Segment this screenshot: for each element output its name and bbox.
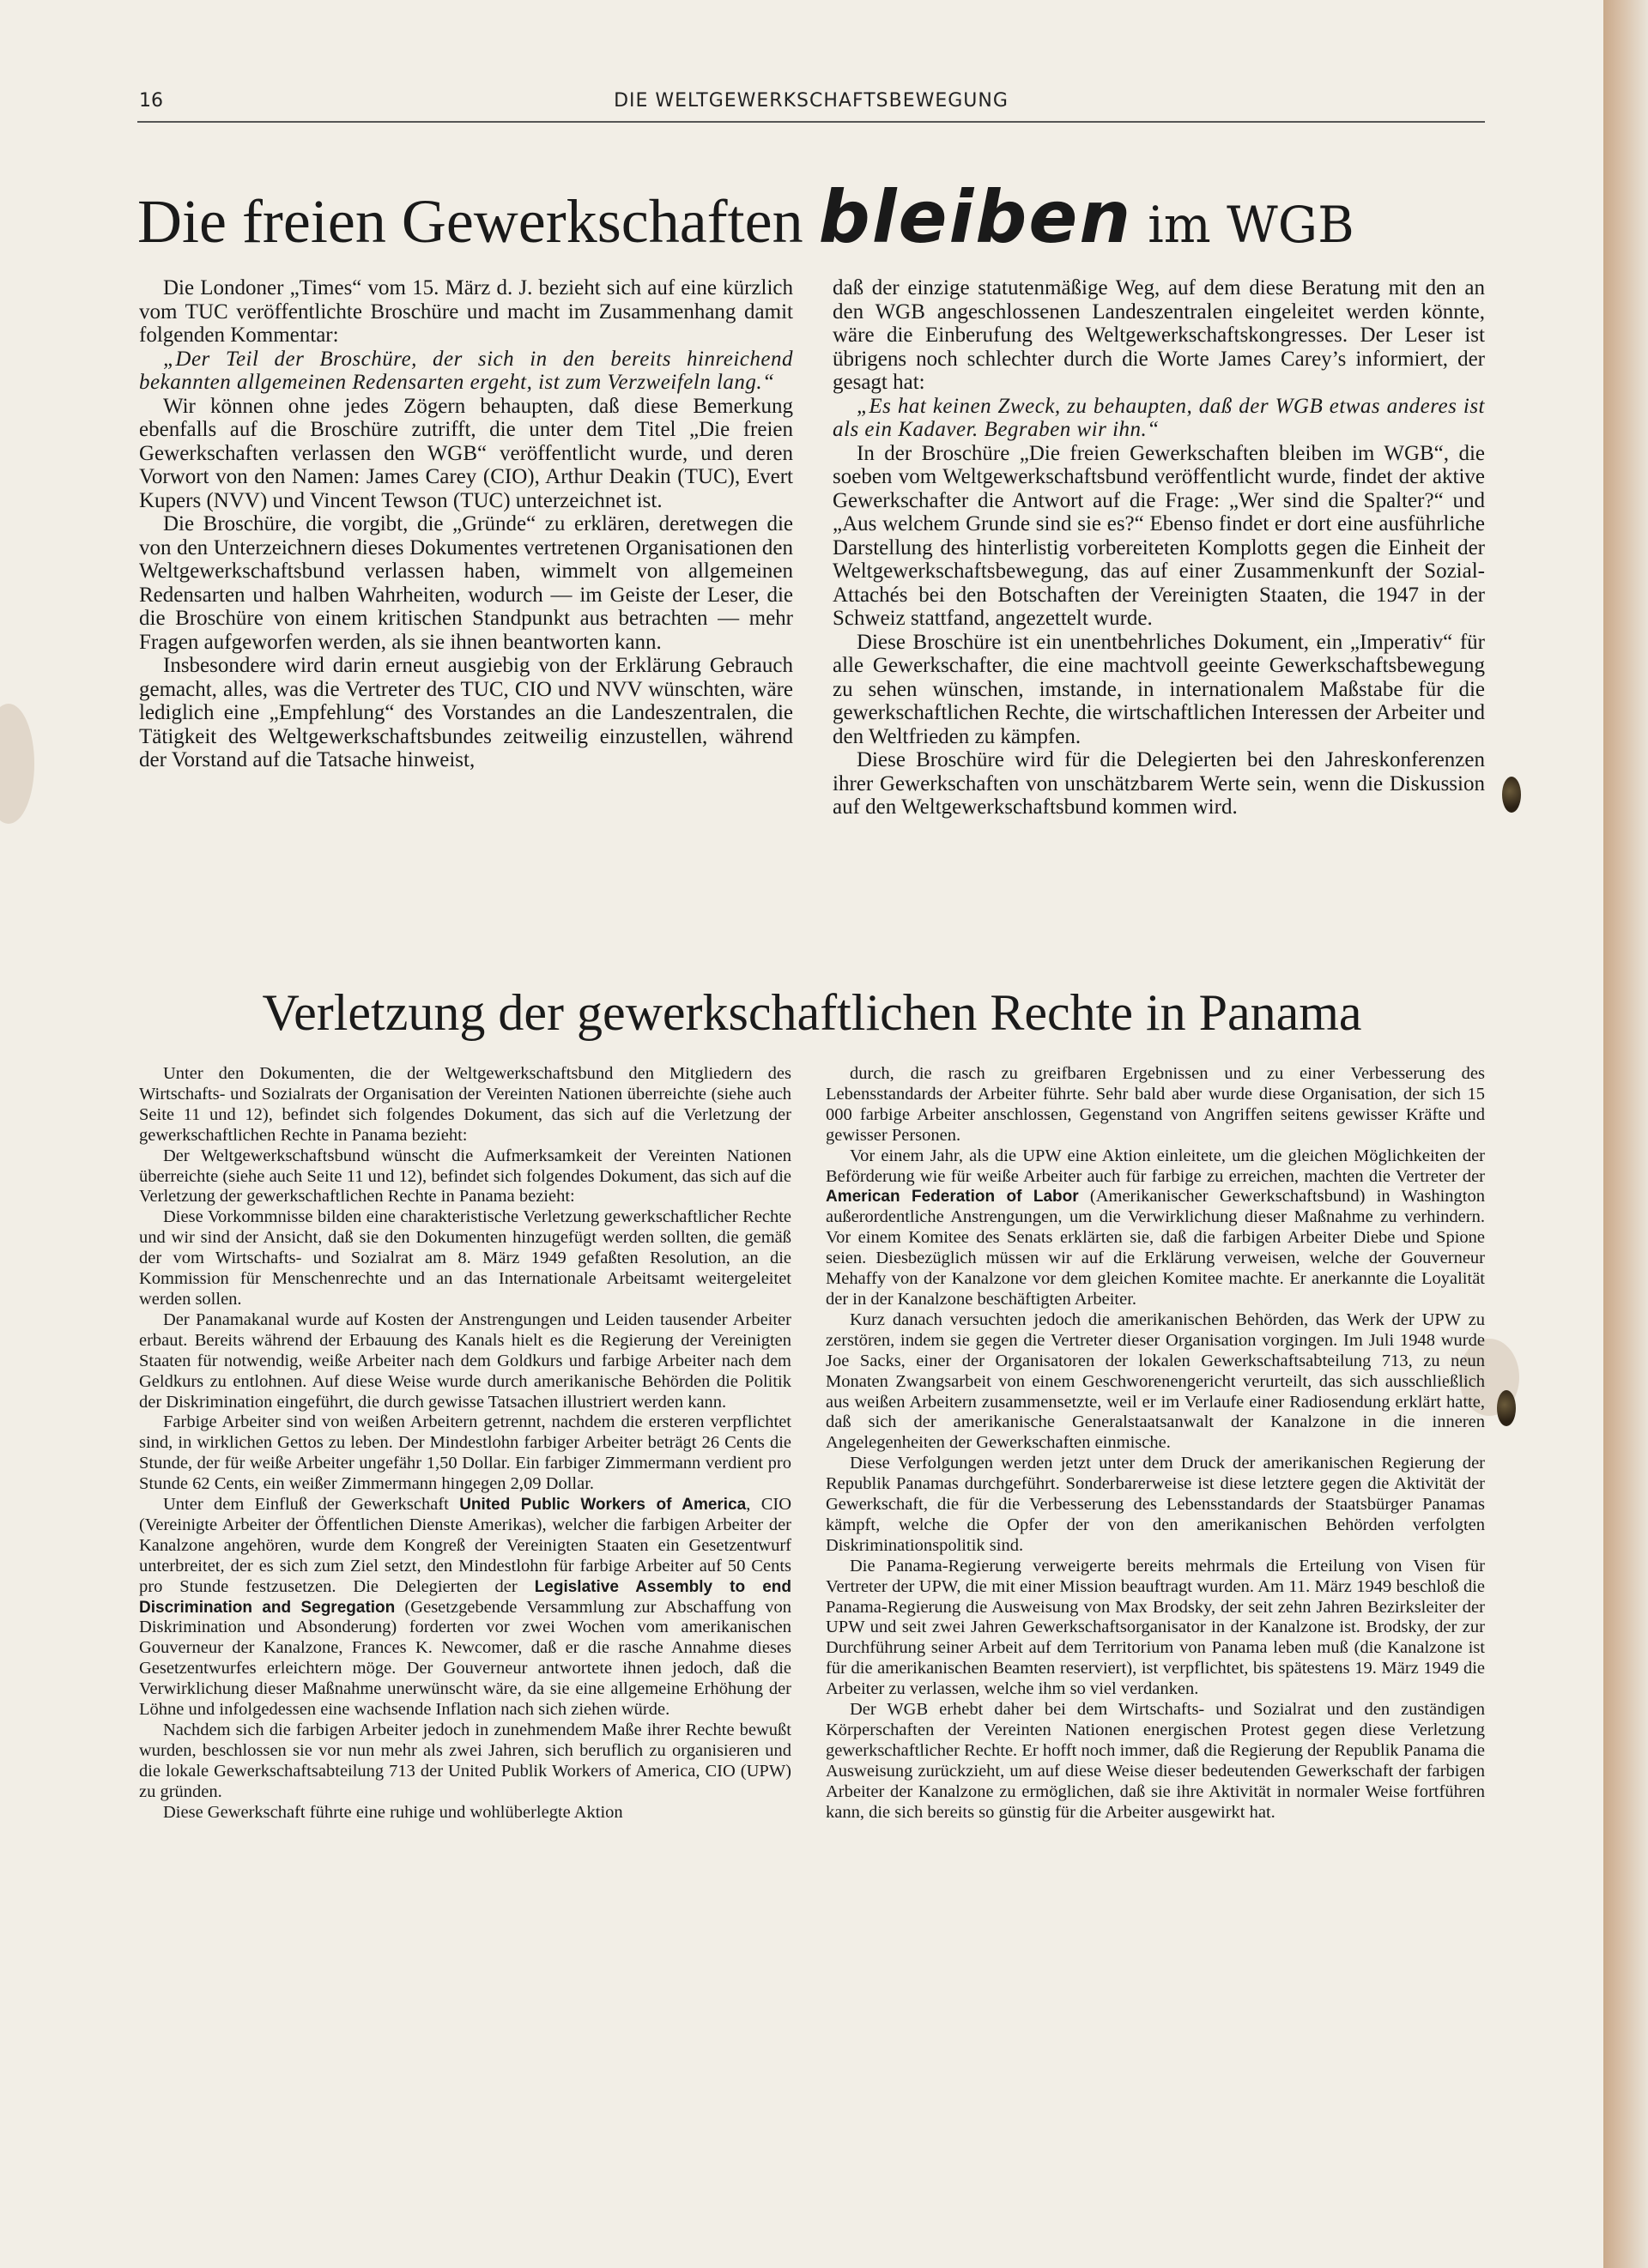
article2-paragraph: Der Panamakanal wurde auf Kosten der Anstrengungen und Leiden tausender Arbeiter erbaut. Bereits während der Erbauung des Kanals hielt es die Regierung der Vereinigten Staaten für notwendig, weiße Arbeiter nach dem Goldkurs und farbige Arbeiter nach dem Geldkurs zu entlohnen. Auf diese Weise wurde durch amerikanische Behörden die Politik der Diskrimination eingeführt, die durch gewisse Tatsachen illustriert werden kann. xyxy=(139,1309,791,1412)
page-edge xyxy=(1603,0,1648,2268)
punch-hole xyxy=(1497,1390,1516,1426)
article1-right-paragraph: daß der einzige statutenmäßige Weg, auf dem diese Beratung mit den an den WGB angeschlossenen Landeszentralen eingeleitet werden könnte, wäre die Einberufung des Weltgewerkschaftskongresses. Der Leser ist übrigens noch schlechter durch die Worte James Carey’s informiert, der gesagt hat: xyxy=(833,276,1485,394)
article1-right-quote: „Es hat keinen Zweck, zu behaupten, daß der WGB etwas anderes ist als ein Kadaver. Begraben wir ihn.“ xyxy=(833,394,1485,441)
punch-hole xyxy=(1502,777,1521,813)
article1-left-column xyxy=(139,276,793,772)
article1-left-quote: „Der Teil der Broschüre, der sich in den bereits hinreichend bekannten allgemeinen Redensarten ergeht, ist zum Verzweifeln lang.“ xyxy=(139,347,793,394)
article2-paragraph: Farbige Arbeiter sind von weißen Arbeitern getrennt, nachdem die ersteren verpflichtet sind, in wirklichen Gettos zu leben. Der Mindestlohn farbiger Arbeiter beträgt 26 Cents die Stunde, der für weiße Arbeiter ungefähr 1,50 Dollar. Ein farbiger Zimmermann verdient pro Stunde 62 Cents, ein weißer Zimmermann hingegen 2,09 Dollar. xyxy=(139,1412,791,1494)
article2-paragraph: Kurz danach versuchten jedoch die amerikanischen Behörden, das Werk der UPW zu zerstören, indem sie gegen die Vertreter dieser Organisation vorgingen. Im Juli 1948 wurde Joe Sacks, einer der Organisatoren der lokalen Gewerkschaftsabteilung 713, zu neun Monaten Zwangsarbeit von einem Geschworenengericht verurteilt, das sich ausschließlich aus weißen Arbeitern zusammensetzte, weil er im Verlaufe einer Radiosendung erklärt hatte, daß sich der amerikanische Generalstaatsanwalt der Kanalzone in die inneren Angelegenheiten der Gewerkschaften einmische. xyxy=(826,1309,1485,1453)
article2-paragraph: Diese Gewerkschaft führte eine ruhige und wohlüberlegte Aktion xyxy=(163,1802,623,1822)
article1-left-paragraph: Die Londoner „Times“ vom 15. März d. J. bezieht sich auf eine kürzlich vom TUC veröffentlichte Broschüre und macht im Zusammenhang damit folgenden Kommentar: xyxy=(139,276,793,347)
article2-paragraph: Der WGB erhebt daher bei dem Wirtschafts- und Sozialrat und den zuständigen Körperschaften der Vereinten Nationen energischen Protest gegen diese Verletzung gewerkschaftlicher Rechte. Er hofft noch immer, daß die Regierung der Republik Panama die Ausweisung zurückzieht, um auf diese Weise dieser bedeutenden Gewerkschaft der farbigen Arbeiter der Kanalzone zu ermöglichen, daß sie ihre Aktivität in normaler Weise fortführen kann, die sich bereits so günstig für die Arbeiter ausgewirkt hat. xyxy=(826,1700,1485,1822)
article1-right-column xyxy=(833,276,1485,820)
article2-paragraph: Unter dem Einfluß der Gewerkschaft United Public Workers of America, CIO (Vereinigte Arbeiter der Öffentlichen Dienste Amerikas), welcher die farbigen Arbeiter der Kanalzone angehören, wurde dem Kongreß der Vereinigten Staaten ein Gesetzentwurf unterbreitet, der es sich zum Ziel setzt, den Mindestlohn für farbige Arbeiter auf 50 Cents pro Stunde festzusetzen. Die Delegierten der Legislative Assembly to end Discrimination and Segregation (Gesetzgebende Versammlung zur Abschaffung von Diskrimination und Absonderung) forderten vor zwei Wochen vom amerikanischen Gouverneur der Kanalzone, Frances K. Newcomer, daß er die rasche Annahme dieses Gesetzentwurfes erleichtern möge. Der Gouverneur antwortete ihnen jedoch, daß die Verwirklichung dieser Maßnahme unerwünscht wäre, da sie eine allgemeine Erhöhung der Löhne und infolgedessen eine wachsende Inflation nach sich ziehen würde. xyxy=(139,1495,791,1720)
article2-left-column xyxy=(139,1064,791,1823)
article1-title-part1: Die freien Gewerkschaften xyxy=(137,187,803,256)
article2-title: Verletzung der gewerkschaftlichen Rechte in Panama xyxy=(262,984,1362,1041)
article1-left-paragraph: Wir können ohne jedes Zögern behaupten, daß diese Bemerkung ebenfalls auf die Broschüre zutrifft, die unter dem Titel „Die freien Gewerkschaften verlassen den WGB“ veröffentlicht wurde, und deren Vorwort von den Namen: James Carey (CIO), Arthur Deakin (TUC), Evert Kupers (NVV) und Vincent Tewson (TUC) unterzeichnet ist. xyxy=(139,394,793,512)
article2-paragraph: Vor einem Jahr, als die UPW eine Aktion einleitete, um die gleichen Möglichkeiten der Beförderung wie für weiße Arbeiter auch für farbige zu erreichen, machten die Vertreter der American Federation of Labor (Amerikanischer Gewerkschaftsbund) in Washington außerordentliche Anstrengungen, um die Verwirklichung dieser Maßnahme zu verhindern. Vor einem Komitee des Senats erklärten sie, daß die farbigen Arbeiter Diebe und Spione seien. Diesbezüglich müssen wir auf die Erklärung verweisen, welche der Gouverneur Mehaffy von der Kanalzone vor dem gleichen Komitee machte. Er anerkannte die Loyalität der in der Kanalzone beschäftigten Arbeiter. xyxy=(826,1146,1485,1309)
article1-left-paragraph: Insbesondere wird darin erneut ausgiebig von der Erklärung Gebrauch gemacht, alles, was die Vertreter des TUC, CIO und NVV wünschten, wäre lediglich eine „Empfehlung“ des Vorstandes an die Landeszentralen, die Tätigkeit des Weltgewerkschaftsbundes zeitweilig einzustellen, während der Vorstand auf die Tatsache hinweist, xyxy=(139,654,793,771)
article2-paragraph: Unter den Dokumenten, die der Weltgewerkschaftsbund den Mitgliedern des Wirtschafts- und Sozialrats der Organisation der Vereinten Nationen überreichte (siehe auch Seite 11 und 12), befindet sich folgendes Dokument, das sich auf die Verletzung der gewerkschaftlichen Rechte in Panama bezieht: xyxy=(139,1064,791,1145)
article1-title xyxy=(137,170,1487,264)
article2-paragraph: Diese Verfolgungen werden jetzt unter dem Druck der amerikanischen Regierung der Republik Panamas durchgeführt. Sonderbarerweise ist diese letztere gegen die Aktivität der Gewerkschaft, die für die Verbesserung des Lebensstandards der Staatsbürger Panamas kämpft, welche die Opfer der von den amerikanischen Behörden verfolgten Diskriminationspolitik sind. xyxy=(826,1454,1485,1555)
article1-left-paragraph: Die Broschüre, die vorgibt, die „Gründe“ zu erklären, deretwegen die von den Unterzeichnern dieses Dokumentes vertretenen Organisationen den Weltgewerkschaftsbund verlassen haben, wimmelt von allgemeinen Redensarten und halben Wahrheiten, wodurch — im Geiste der Leser, die die Broschüre von einem kritischen Standpunkt aus betrachten — mehr Fragen aufgeworfen werden, als sie ihnen beantworten kann. xyxy=(139,512,793,654)
article2-paragraph: Die Panama-Regierung verweigerte bereits mehrmals die Erteilung von Visen für Vertreter der UPW, die mit einer Mission beauftragt wurden. Am 11. März 1949 beschloß die Panama-Regierung die Ausweisung von Max Brodsky, der seit zehn Jahren Bezirksleiter der UPW und seit zwei Jahren Gewerkschaftsorganisator in der Kanalzone ist. Brodsky, der zur Durchführung seiner Arbeit auf dem Territorium von Panama leben muß (die Kanalzone ist für die amerikanischen Beamten reserviert), ist verpflichtet, bis spätestens 19. März 1949 die Arbeiter zu verlassen, welche ihm so viel verdanken. xyxy=(826,1556,1485,1699)
running-title: DIE WELTGEWERKSCHAFTSBEWEGUNG xyxy=(614,90,1009,112)
article1-title-part3: im WGB xyxy=(1148,196,1354,254)
article1-right-paragraph: Diese Broschüre wird für die Delegierten bei den Jahreskonferenzen ihrer Gewerkschaften von unschätzbarem Werte sein, wenn die Diskussion auf den Weltgewerkschaftsbund kommen wird. xyxy=(833,748,1485,819)
article2-paragraph: Diese Vorkommnisse bilden eine charakteristische Verletzung gewerkschaftlicher Rechte und wir sind der Ansicht, daß sie den Dokumenten hinzugefügt werden sollten, die gemäß der vom Wirtschafts- und Sozialrat am 8. März 1949 gefaßten Resolution, an die Kommission für Menschenrechte und an das Internationale Arbeitsamt weitergeleitet werden sollen. xyxy=(139,1207,791,1309)
article2-paragraph: Der Weltgewerkschaftsbund wünscht die Aufmerksamkeit der Vereinten Nationen überreichte (siehe auch Seite 11 und 12), befindet sich folgendes Dokument, das sich auf die Verletzung der gewerkschaftlichen Rechte in Panama bezieht: xyxy=(139,1146,791,1207)
article2-paragraph: Nachdem sich die farbigen Arbeiter jedoch in zunehmendem Maße ihrer Rechte bewußt wurden, beschlossen sie vor nun mehr als zwei Jahren, sich beruflich zu organisieren und die lokale Gewerkschaftsabteilung 713 der United Publik Workers of America, CIO (UPW) zu gründen. xyxy=(139,1721,791,1801)
article1-right-paragraph: Diese Broschüre ist ein unentbehrliches Dokument, ein „Imperativ“ für alle Gewerkschafter, die eine machtvoll geeinte Gewerkschaftsbewegung zu sehen wünschen, imstande, in internationalem Maßstabe für die gewerkschaftlichen Rechte, die wirtschaftlichen Interessen der Arbeiter und den Weltfrieden zu kämpfen. xyxy=(833,630,1485,748)
paper-stain xyxy=(0,704,34,824)
article2-paragraph: durch, die rasch zu greifbaren Ergebnissen und zu einer Verbesserung des Lebensstandards der Arbeiter führte. Sehr bald aber wurde diese Organisation, der sich 15 000 farbige Arbeiter anschlossen, Gegenstand von Angriffen seitens gewisser Kräfte und gewisser Personen. xyxy=(826,1064,1485,1145)
page-number: 16 xyxy=(139,90,163,112)
running-header xyxy=(137,90,1485,123)
article2-right-column xyxy=(826,1064,1485,1823)
article1-right-paragraph: In der Broschüre „Die freien Gewerkschaften bleiben im WGB“, die soeben vom Weltgewerkschaftsbund veröffentlicht wurde, findet der aktive Gewerkschafter die Antwort auf die Frage: „Wer sind die Spalter?“ und „Aus welchem Grunde sind sie es?“ Ebenso findet er dort eine ausführliche Darstellung des hinterlistig vorbereiteten Komplotts gegen die Einheit der Weltgewerkschaftsbewegung, das auf einer Zusammenkunft der Sozial-Attachés bei den Botschaften der Vereinigten Staaten, die 1947 in der Schweiz stattfand, angezettelt wurde. xyxy=(833,441,1485,630)
article1-title-part2: bleiben xyxy=(818,175,1133,259)
